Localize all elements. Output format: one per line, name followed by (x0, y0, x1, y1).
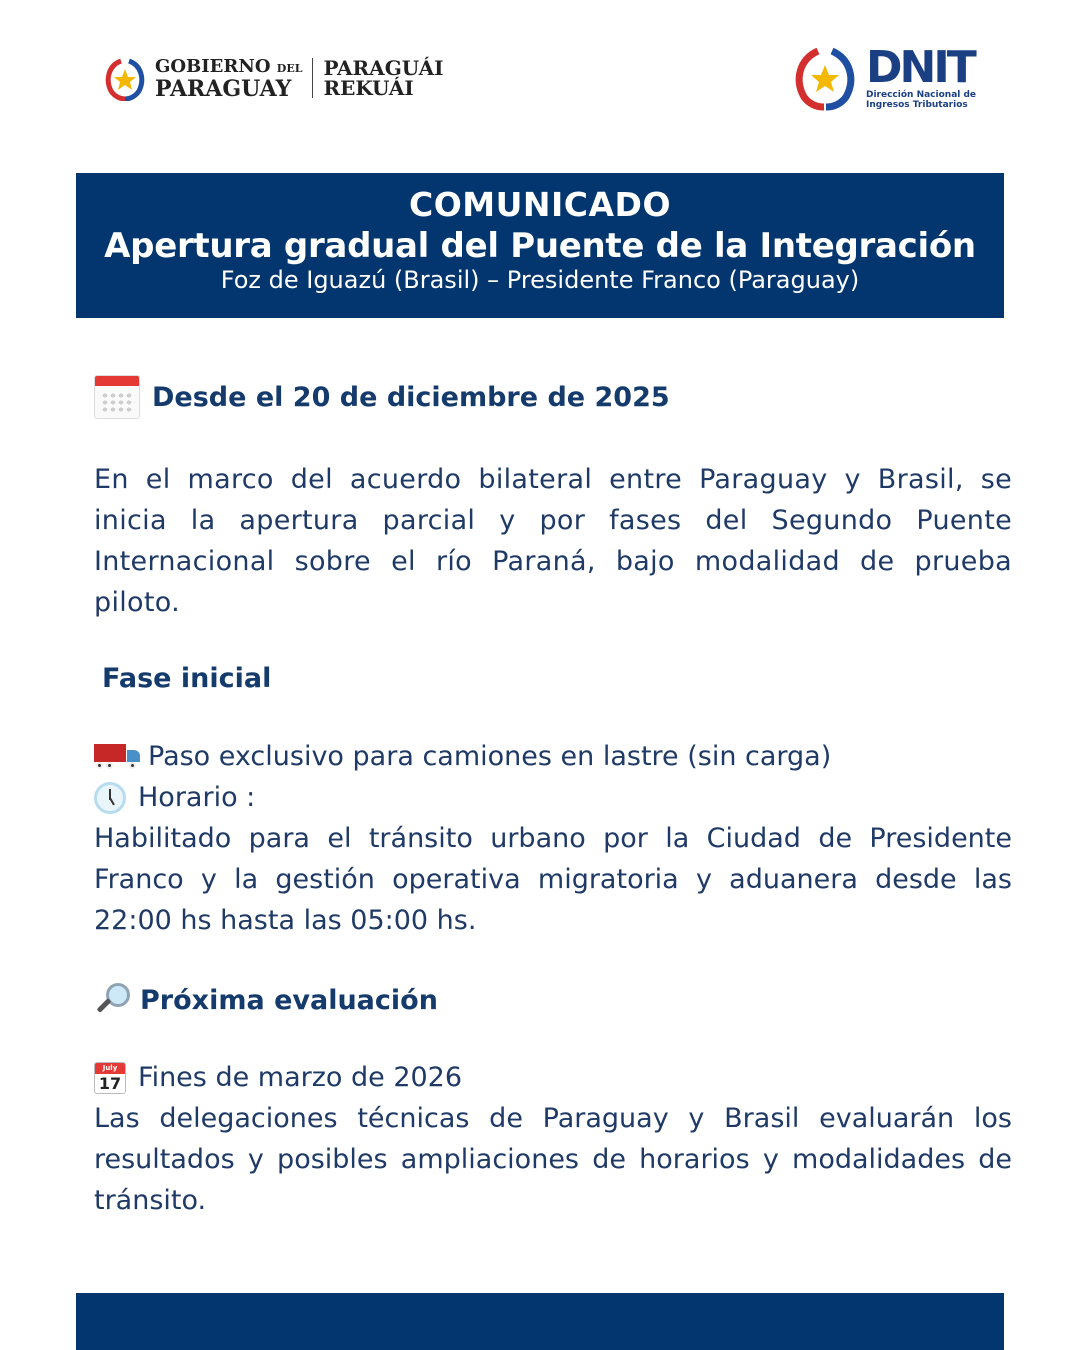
footer-banner (76, 1293, 1004, 1350)
clock-icon (94, 782, 126, 814)
banner-title: Apertura gradual del Puente de la Integración (104, 226, 976, 266)
magnifier-icon (94, 983, 130, 1017)
gobierno-paraguay-logo (103, 55, 443, 101)
dnit-subtitle-2: Ingresos Tributarios (866, 100, 968, 110)
gov-line2: PARAGUAY (155, 76, 292, 102)
evaluation-paragraph: Las delegaciones técnicas de Paraguay y Brasil evaluarán los resultados y posibles ampliaciones de horarios y modalidades de tránsito. (94, 1103, 1012, 1216)
evaluation-heading-text: Próxima evaluación (140, 984, 438, 1016)
phase-heading-text: Fase inicial (102, 663, 272, 694)
intro-paragraph: En el marco del acuerdo bilateral entre Paraguay y Brasil, se inicia la apertura parcial y por fases del Segundo Puente Internacional sobre el río Paraná, bajo modalidad de prueba piloto. (94, 464, 1012, 618)
calendar-month: July (95, 1063, 125, 1074)
dnit-subtitle-1: Dirección Nacional de (866, 90, 977, 100)
truck-icon (94, 744, 142, 770)
date-heading (94, 375, 1012, 419)
banner-label: COMUNICADO (408, 185, 671, 224)
communique-body (94, 370, 1012, 1221)
rekuai-line1: PARAGUÁI (323, 56, 444, 80)
paraguai-rekuai-text (323, 58, 443, 98)
rekuai-line2: REKUÁI (323, 76, 414, 100)
evaluation-date-line (94, 1057, 1012, 1098)
schedule-label: Horario : (138, 782, 256, 813)
truck-line-text: Paso exclusivo para camiones en lastre (sin carga) (148, 741, 832, 772)
calendar-july-17-icon (94, 1062, 126, 1094)
phase-heading (94, 663, 1012, 694)
schedule-line (94, 777, 1012, 818)
banner-subtitle: Foz de Iguazú (Brasil) – Presidente Franco (Paraguay) (220, 266, 860, 294)
gov-name-text (155, 56, 303, 102)
evaluation-heading (94, 983, 1012, 1017)
dnit-logo (790, 42, 977, 111)
calendar-day: 17 (98, 1073, 122, 1093)
calendar-icon (94, 375, 140, 419)
gov-line1-small: DEL (276, 62, 303, 75)
paraguay-emblem-icon (103, 55, 147, 101)
schedule-paragraph: Habilitado para el tránsito urbano por la Ciudad de Presidente Franco y la gestión operativa migratoria y aduanera desde las 22:00 hs hasta las 05:00 hs. (94, 823, 1012, 936)
dnit-emblem-icon (790, 45, 860, 111)
title-banner (76, 173, 1004, 318)
truck-line (94, 736, 1012, 777)
gov-line1: GOBIERNO (155, 56, 271, 77)
evaluation-date-text: Fines de marzo de 2026 (138, 1062, 463, 1093)
logo-divider (312, 58, 313, 98)
date-heading-text: Desde el 20 de diciembre de 2025 (152, 381, 670, 413)
dnit-acronym: DNIT (866, 42, 974, 93)
